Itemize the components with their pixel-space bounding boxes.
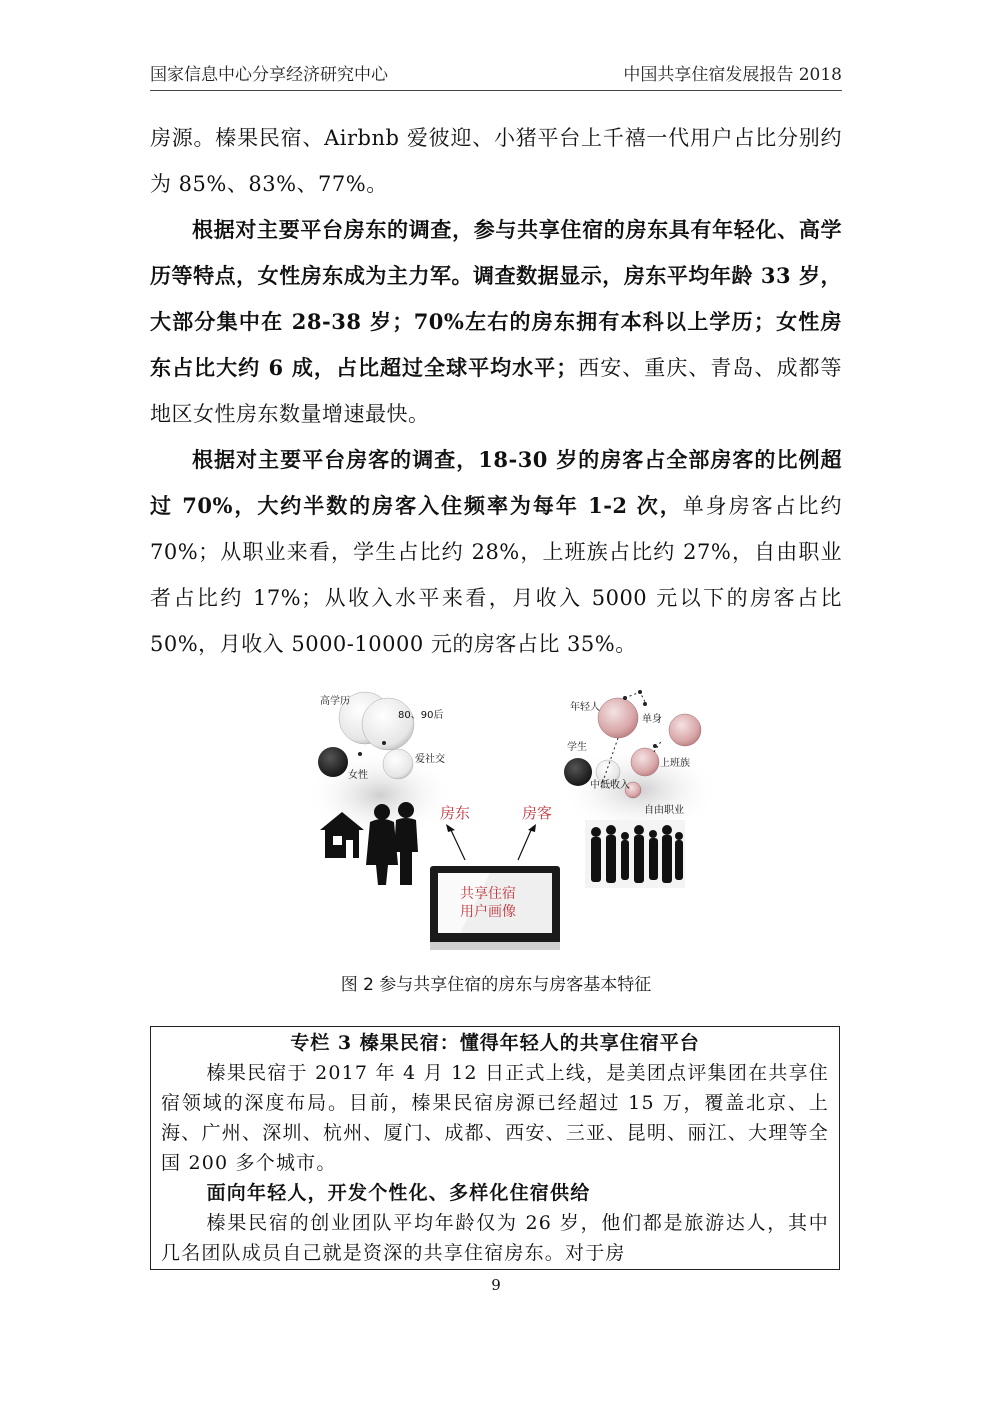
- bubble-single: [669, 714, 701, 746]
- bubble-age: [362, 698, 414, 750]
- figure-illustration: [300, 680, 720, 960]
- paragraph-1: 房源。榛果民宿、Airbnb 爱彼迎、小猪平台上千禧一代用户占比分别约为 85%、83%、77%。: [150, 126, 842, 196]
- sidebar-box-column-3: [150, 1026, 840, 1270]
- page-number: 9: [491, 1276, 501, 1294]
- box-title: 专栏 3 榛果民宿：懂得年轻人的共享住宿平台: [290, 1032, 700, 1054]
- bubble-student: [564, 758, 592, 786]
- paragraph-2-bold: 根据对主要平台房东的调查，参与共享住宿的房东具有年轻化、高学历等特点，女性房东成为主力军。调查数据显示，房东平均年龄 33 岁，大部分集中在 28-38 岁；70%左右的房东拥有本科以上学历；女性房东占比大约 6 成，占比超过全球平均水平；: [150, 217, 842, 380]
- bubble-small-dot-1: [382, 741, 386, 745]
- label-age: 80、90后: [398, 710, 444, 721]
- paragraph-2-rest: 西安、重庆、青岛、成都等地区女性房东数量增速最快。: [150, 356, 842, 426]
- box-paragraph-1: 榛果民宿于 2017 年 4 月 12 日正式上线，是美团点评集团在共享住宿领域的深度布局。目前，榛果民宿房源已经超过 15 万，覆盖北京、上海、广州、深圳、杭州、厦门、成都、西安、三亚、昆明、丽江、大理等全国 200 多个城市。: [161, 1062, 829, 1174]
- bubble-small-dot-2: [358, 752, 362, 756]
- screen-title-line-1: 共享住宿: [460, 886, 516, 902]
- connector-dot-2: [638, 690, 642, 694]
- label-student: 学生: [567, 742, 587, 753]
- bubble-office: [631, 748, 659, 776]
- arrow-to-guest-head: [528, 824, 536, 832]
- arrow-to-guest: [518, 828, 532, 860]
- paragraph-3-rest: 单身房客占比约 70%；从职业来看，学生占比约 28%，上班族占比约 27%，自由职业者占比约 17%；从收入水平来看，月收入 5000 元以下的房客占比 50%，月收入 5000-10000 元的房客占比 35%。: [150, 494, 842, 656]
- label-education: 高学历: [320, 696, 350, 707]
- crowd-icon: [585, 820, 685, 888]
- bubble-young: [598, 698, 638, 738]
- figure-user-profile: [300, 680, 720, 960]
- paragraph-3-bold: 根据对主要平台房客的调查，18-30 岁的房客占全部房客的比例超过 70%，大约半数的房客入住频率为每年 1-2 次，: [150, 447, 842, 518]
- label-host: 房东: [440, 804, 471, 822]
- page-header-left: 国家信息中心分享经济研究中心: [150, 65, 388, 85]
- label-guest: 房客: [522, 804, 553, 822]
- connector-dot-1: [623, 696, 627, 700]
- connector-dot-4: [653, 744, 657, 748]
- connector-dot-3: [643, 702, 647, 706]
- bubble-female: [318, 747, 348, 777]
- label-social: 爱社交: [415, 754, 445, 765]
- page-header-right: 中国共享住宿发展报告 2018: [623, 65, 842, 85]
- label-income: 中低收入: [590, 780, 630, 791]
- label-single: 单身: [642, 714, 662, 725]
- header-divider: [150, 90, 842, 91]
- label-female: 女性: [348, 770, 368, 781]
- arrow-to-host: [450, 828, 465, 860]
- label-freelance: 自由职业: [644, 805, 684, 816]
- paragraph-2: [150, 207, 842, 437]
- figure-caption: 图 2 参与共享住宿的房东与房客基本特征: [340, 975, 652, 995]
- paragraph-3: [150, 437, 842, 667]
- box-subtitle: 面向年轻人，开发个性化、多样化住宿供给: [206, 1182, 591, 1204]
- label-young: 年轻人: [570, 702, 600, 713]
- arrow-to-host-head: [446, 824, 455, 832]
- bubble-social: [383, 749, 413, 779]
- screen-title-line-2: 用户画像: [460, 904, 516, 920]
- body-text: [150, 115, 842, 667]
- box-paragraph-2: 榛果民宿的创业团队平均年龄仅为 26 岁，他们都是旅游达人，其中几名团队成员自己就是资深的共享住宿房东。对于房: [161, 1212, 829, 1264]
- label-office: 上班族: [660, 758, 690, 769]
